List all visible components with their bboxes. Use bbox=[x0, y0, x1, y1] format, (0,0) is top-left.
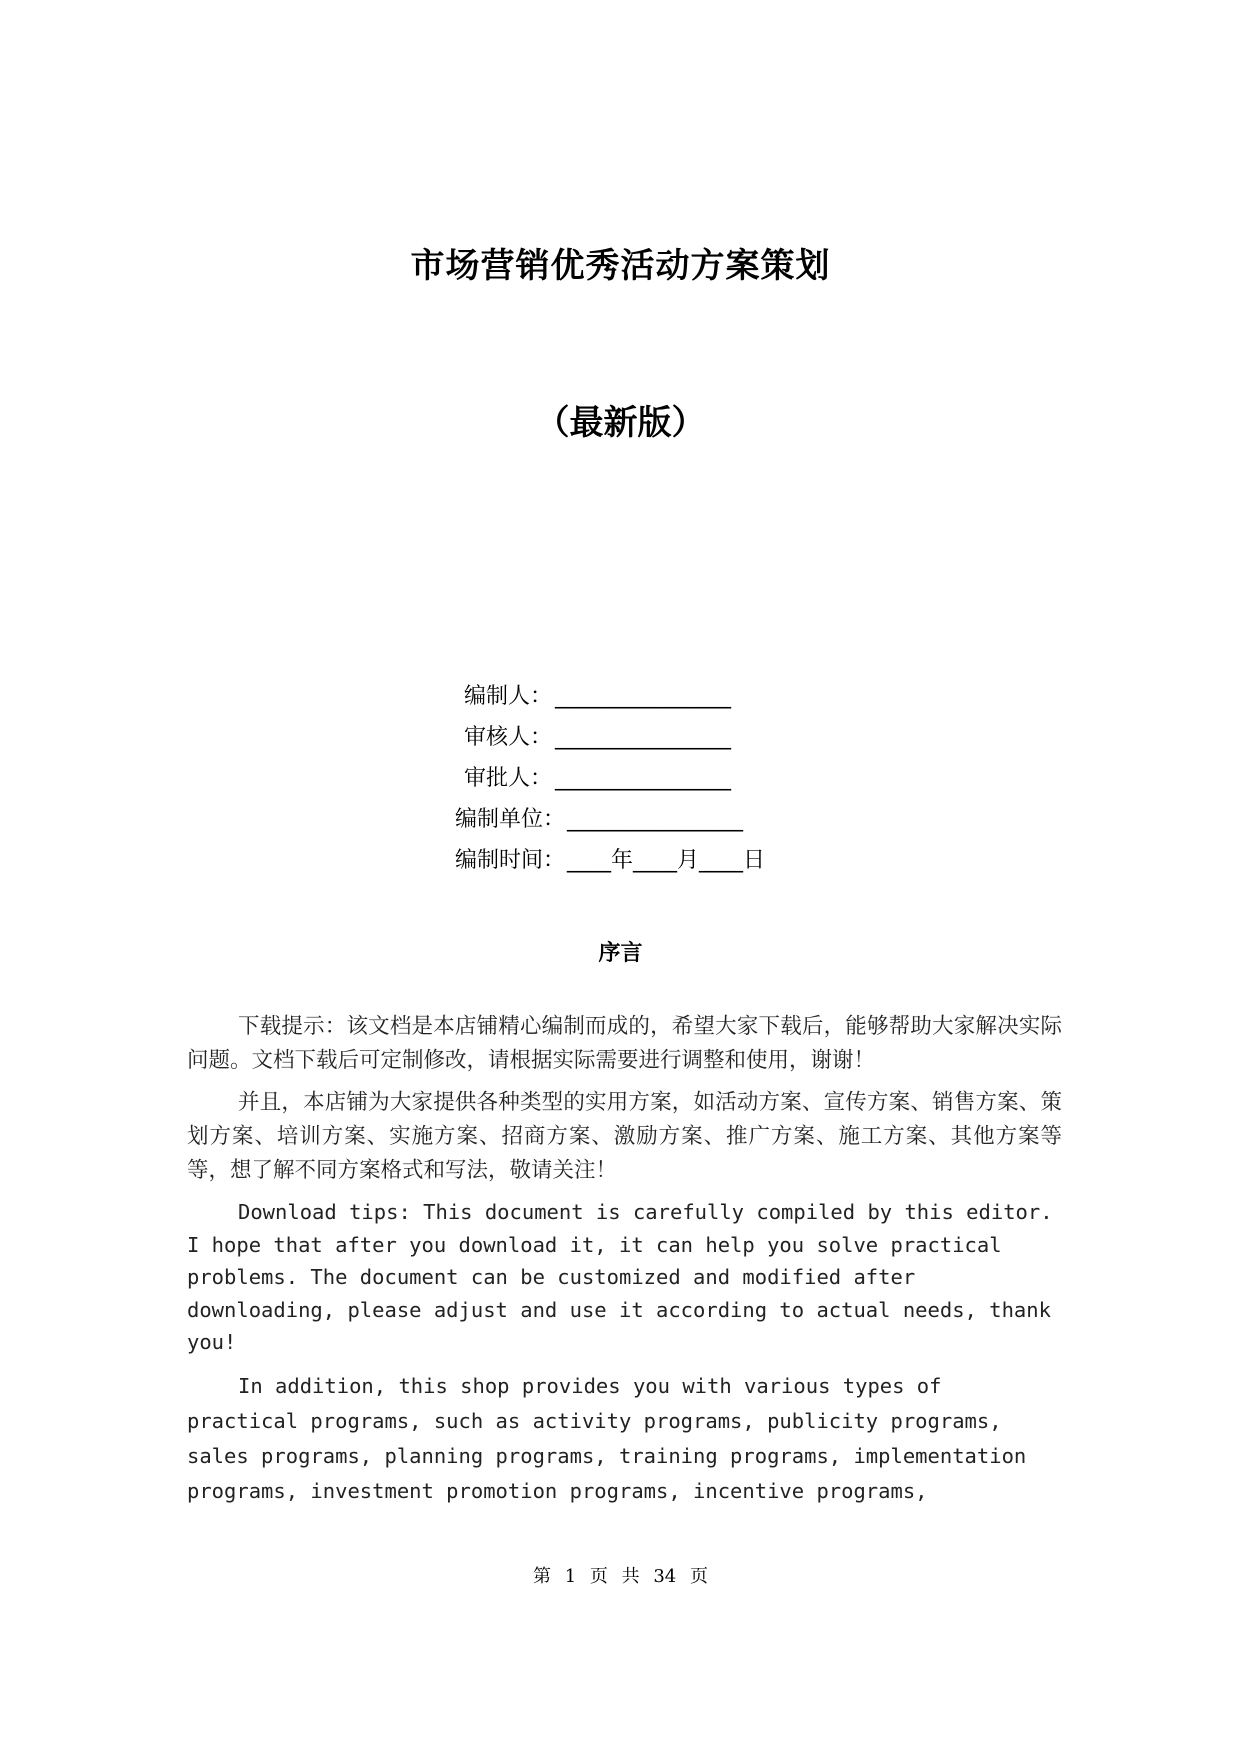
preface-body bbox=[187, 1010, 1062, 1519]
meta-blank: ____年____月____日 bbox=[567, 848, 766, 873]
paragraph: 下载提示：该文档是本店铺精心编制而成的，希望大家下载后，能够帮助大家解决实际问题。文档下载后可定制修改，请根据实际需要进行调整和使用，谢谢！ bbox=[187, 1014, 1062, 1073]
meta-label: 编制时间： bbox=[454, 848, 565, 873]
meta-blank: ________________ bbox=[555, 684, 731, 709]
meta-label: 编制单位： bbox=[454, 807, 565, 832]
preface-heading: 序言 bbox=[598, 941, 643, 966]
meta-row-approver bbox=[0, 758, 1241, 799]
approval-block bbox=[0, 676, 1241, 881]
paragraph: Download tips: This document is carefully compiled by this editor. I hope that after you download it, it can help you solve practical problems. The document can be customized and modified after downloading, please adjust and use it according to actual needs, thank you! bbox=[187, 1200, 1053, 1354]
meta-row-unit bbox=[0, 799, 1241, 840]
meta-row-editor bbox=[0, 676, 1241, 717]
document-title: 市场营销优秀活动方案策划 bbox=[410, 246, 831, 286]
document-subtitle: （最新版） bbox=[535, 403, 706, 443]
meta-blank: ________________ bbox=[555, 766, 731, 791]
meta-blank: ________________ bbox=[567, 807, 743, 832]
paragraph: In addition, this shop provides you with various types of practical programs, such as activity programs, publicity programs, sales programs, planning programs, training programs, implementation programs, investment promotion programs, incentive programs, bbox=[187, 1373, 1027, 1503]
meta-label: 审核人： bbox=[463, 725, 552, 750]
meta-label: 审批人： bbox=[463, 766, 552, 791]
page-number: 第 1 页 共 34 页 bbox=[533, 1566, 708, 1587]
meta-row-date bbox=[0, 840, 1241, 881]
meta-blank: ________________ bbox=[555, 725, 731, 750]
paragraph: 并且，本店铺为大家提供各种类型的实用方案，如活动方案、宣传方案、销售方案、策划方案、培训方案、实施方案、招商方案、激励方案、推广方案、施工方案、其他方案等等，想了解不同方案格式和写法，敬请关注！ bbox=[187, 1090, 1062, 1183]
meta-label: 编制人： bbox=[463, 684, 552, 709]
meta-row-reviewer bbox=[0, 717, 1241, 758]
